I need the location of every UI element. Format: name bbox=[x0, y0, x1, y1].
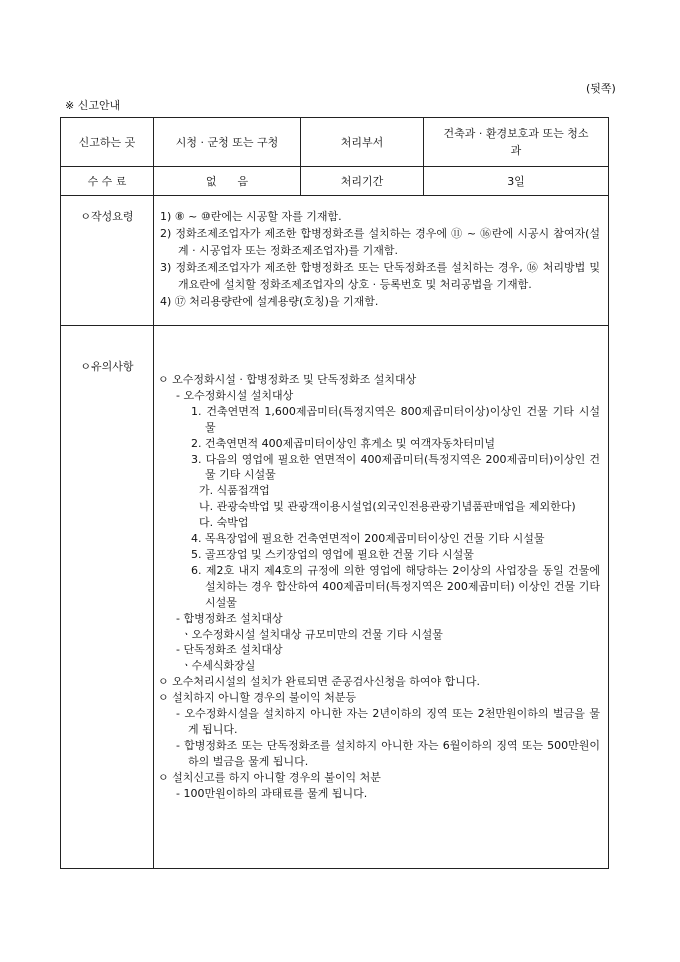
list-item: - 오수정화시설 설치대상 bbox=[176, 388, 294, 402]
list-item: ㅇ 오수정화시설 · 합병정화조 및 단독정화조 설치대상 bbox=[158, 373, 417, 386]
list-item: 3) 정화조제조업자가 제조한 합병정화조 또는 단독정화조를 설치하는 경우, ⑯ 처리방법 및 개요란에 설치할 정화조제조업자의 상호 · 등록번호 및 처리공법을 기재함. bbox=[160, 261, 600, 291]
place-value: 시청 · 군청 또는 구청 bbox=[154, 118, 301, 167]
list-item: ㅇ 오수처리시설의 설치가 완료되면 준공검사신청을 하여야 합니다. bbox=[158, 675, 481, 689]
precautions-content bbox=[154, 326, 609, 869]
dept-label: 처리부서 bbox=[301, 118, 424, 167]
table-row bbox=[61, 118, 609, 167]
table-row bbox=[61, 167, 609, 196]
fee-label: 수 수 료 bbox=[61, 167, 154, 196]
fee-value: 없 음 bbox=[154, 167, 301, 196]
list-item: 다. 숙박업 bbox=[199, 516, 249, 530]
precautions-label: ㅇ유의사항 bbox=[61, 326, 154, 869]
place-label: 신고하는 곳 bbox=[61, 118, 154, 167]
back-side-label: (뒷쪽) bbox=[586, 82, 616, 95]
table-row bbox=[61, 326, 609, 869]
table-row bbox=[61, 196, 609, 326]
list-item: 6. 제2호 내지 제4호의 규정에 의한 영업에 해당하는 2이상의 사업장을 동일 건물에 설치하는 경우 합산하여 400제곱미터(특정지역은 200제곱미터) 이상인 건물 기타 시설물 bbox=[191, 563, 600, 609]
list-item: ㆍ수세식화장실 bbox=[181, 659, 256, 673]
list-item: 가. 식품접객업 bbox=[199, 484, 270, 498]
notice-title: ※ 신고안내 bbox=[65, 99, 121, 112]
list-item: 2. 건축연면적 400제곱미터이상인 휴게소 및 여객자동차터미널 bbox=[191, 436, 495, 450]
list-item: 1. 건축연면적 1,600제곱미터(특정지역은 800제곱미터이상)이상인 건물 기타 시설물 bbox=[191, 404, 600, 434]
report-guide-table bbox=[60, 117, 609, 869]
list-item: - 단독정화조 설치대상 bbox=[176, 643, 283, 657]
list-item: - 100만원이하의 과태료를 물게 됩니다. bbox=[176, 786, 368, 800]
list-item: 4. 목욕장업에 필요한 건축연면적이 200제곱미터이상인 건물 기타 시설물 bbox=[191, 532, 545, 546]
list-item: 5. 골프장업 및 스키장업의 영업에 필요한 건물 기타 시설물 bbox=[191, 547, 474, 561]
dept-value: 건축과 · 환경보호과 또는 청소과 bbox=[424, 118, 609, 167]
period-label: 처리기간 bbox=[301, 167, 424, 196]
list-item: 나. 관광숙박업 및 관광객이용시설업(외국인전용관광기념품판매업을 제외한다) bbox=[199, 500, 576, 514]
writing-content bbox=[154, 196, 609, 326]
list-item: 4) ⑰ 처리용량란에 설계용량(호칭)을 기재함. bbox=[160, 295, 379, 308]
list-item: ㅇ 설치신고를 하지 아니할 경우의 불이익 처분 bbox=[158, 770, 381, 784]
list-item: - 합병정화조 또는 단독정화조를 설치하지 아니한 자는 6월이하의 징역 또는 500만원이하의 벌금을 물게 됩니다. bbox=[176, 738, 600, 768]
list-item: 2) 정화조제조업자가 제조한 합병정화조를 설치하는 경우에 ⑪ ~ ⑯란에 시공시 참여자(설계 · 시공업자 또는 정화조제조업자)를 기재함. bbox=[160, 227, 600, 257]
list-item: ㆍ오수정화시설 설치대상 규모미만의 건물 기타 시설물 bbox=[181, 627, 443, 641]
list-item: 3. 다음의 영업에 필요한 연면적이 400제곱미터(특정지역은 200제곱미터)이상인 건물 기타 시설물 bbox=[191, 452, 600, 482]
list-item: - 합병정화조 설치대상 bbox=[176, 611, 283, 625]
list-item: - 오수정화시설을 설치하지 아니한 자는 2년이하의 징역 또는 2천만원이하의 벌금을 물게 됩니다. bbox=[176, 707, 600, 736]
writing-label: ㅇ작성요령 bbox=[61, 196, 154, 326]
list-item: ㅇ 설치하지 아니할 경우의 불이익 처분등 bbox=[158, 691, 357, 705]
list-item: 1) ⑧ ~ ⑩란에는 시공할 자를 기재함. bbox=[160, 210, 342, 223]
period-value: 3일 bbox=[424, 167, 609, 196]
